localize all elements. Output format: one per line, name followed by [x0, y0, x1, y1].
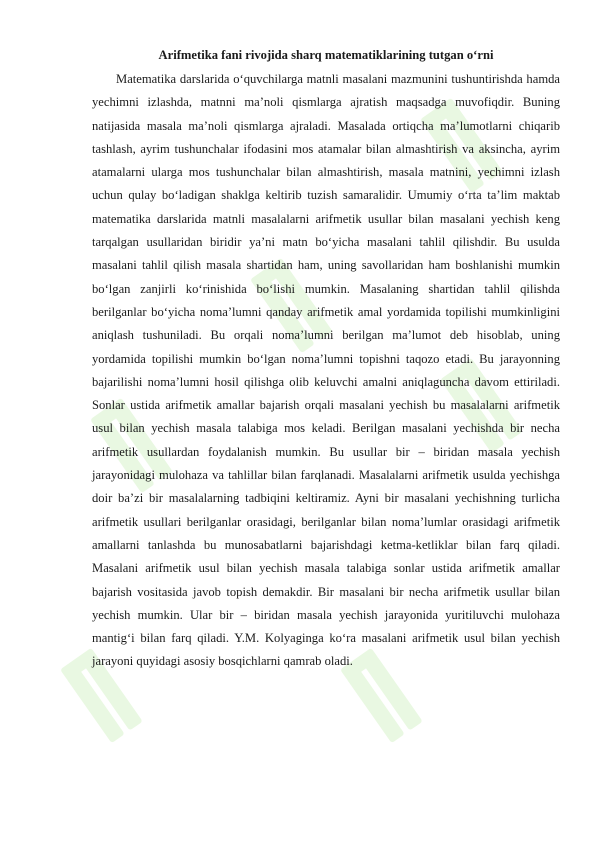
- document-body: [92, 47, 560, 674]
- document-paragraph: Matematika darslarida o‘quvchilarga matnli masalani mazmunini tushuntirishda hamda yechimni izlashda, matnni ma’noli qismlarga ajratish maqsadga muvofiqdir. Buning natijasida masala ma’noli qismlarga ajraladi. Masalada ortiqcha ma’lumotlarni chiqarib tashlash, ayrim tushunchalar ifodasini mos atamalar bilan almashtirish va aksincha, ayrim atamalarni ularga mos tushunchalar bilan almashtirish, masala matnini, yechimni izlash uchun qulay bo‘ladigan shaklga keltirib tuzish samaralidir. Umumiy o‘rta ta’lim maktab matematika darslarida matnli masalalarni arifmetik usullar bilan masalani yechish keng tarqalgan usullaridan biridir ya’ni matn bo‘yicha masalani tahlil qilishdir. Bu usulda masalani tahlil qilish masala shartidan ham, uning savollaridan ham boshlanishi mumkin bo‘lgan zanjirli ko‘rinishida bo‘lishi mumkin. Masalaning shartidan tahlil qilishda berilganlar bo‘yicha noma’lumni qanday arifmetik amal yordamida topilishi mumkinligini aniqlash tushuniladi. Bu orqali noma’lumni berilgan ma’lumot deb hisoblab, uning yordamida topilishi mumkin bo‘lgan noma’lumni topishni taqozo etadi. Bu jarayonning bajarilishi noma’lumni hosil qilishga olib keluvchi amalni aniqlaguncha davom ettiriladi. Sonlar ustida arifmetik amallar bajarish orqali masalani yechish bu masalalarni arifmetik usul bilan yechish masala talabiga mos keladi. Berilgan masalani yechishda bir necha arifmetik usullardan foydalanish mumkin. Bu usullar bir – biridan masala yechish jarayonidagi mulohaza va tahlillar bilan farqlanadi. Masalalarni arifmetik usulda yechishga doir ba’zi bir masalalarning tadbiqini keltiramiz. Ayni bir masalani yechishning turlicha arifmetik usullari berilganlar orasidagi, berilganlar bilan noma’lumlar orasidagi arifmetik amallarni tanlashda bu munosabatlarni bajarishdagi ketma-ketliklar bilan farq qiladi. Masalani arifmetik usul bilan yechish masala talabiga sonlar ustida arifmetik amallar bajarish vositasida javob topish demakdir. Bir masalani bir necha arifmetik usullar bilan yechish mumkin. Ular bir – biridan masala yechish jarayonida yuritiluvchi mulohaza mantig‘i bilan farq qiladi. Y.M. Kolyaginga ko‘ra masalani arifmetik usul bilan yechish jarayoni quyidagi asosiy bosqichlarni qamrab oladi.: [92, 72, 560, 669]
- document-title: Arifmetika fani rivojida sharq matematiklarining tutgan o‘rni: [158, 48, 494, 62]
